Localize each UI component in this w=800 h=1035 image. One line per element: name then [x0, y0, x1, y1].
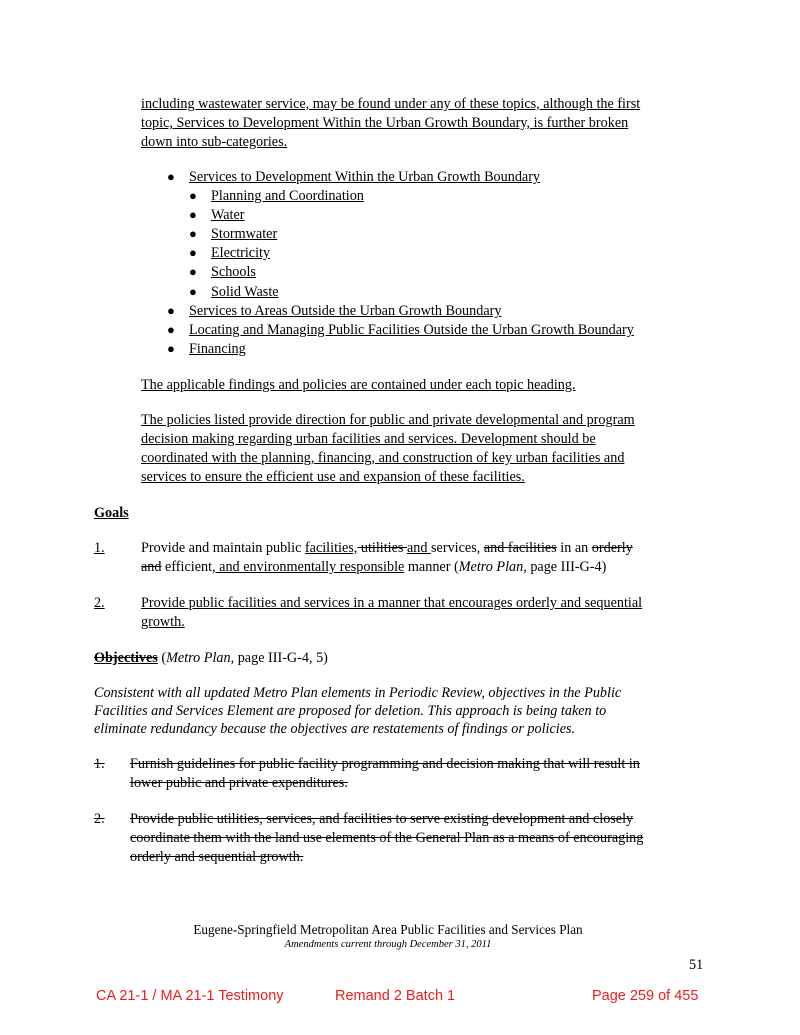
objective-1-line-1: Furnish guidelines for public facility programming and decision making that will result in [130, 756, 640, 772]
topic-item: Services to Development Within the Urban Growth Boundary [189, 169, 541, 185]
subtopic-item: Solid Waste [211, 284, 279, 300]
objective-2-line-3: orderly and sequential growth. [130, 849, 304, 865]
goal-1-number: 1. [94, 540, 105, 556]
footer-subtitle: Amendments current through December 31, 2011 [284, 939, 492, 950]
objective-2-number: 2. [94, 811, 105, 827]
footer-title: Eugene-Springfield Metropolitan Area Public Facilities and Services Plan [193, 922, 583, 937]
topic-item: Financing [189, 341, 246, 357]
objectives-heading: Objectives (Metro Plan, page III-G-4, 5) [94, 650, 328, 666]
page-number: 51 [689, 957, 704, 973]
objective-1-line-2: lower public and private expenditures. [130, 775, 348, 791]
subtopic-item: Stormwater [211, 226, 278, 242]
objective-2-line-2: coordinate them with the land use elements of the General Plan as a means of encouraging [130, 830, 644, 846]
testimony-page-count: Page 259 of 455 [592, 988, 699, 1004]
bullet-icon: ● [167, 341, 175, 356]
goal-2-number: 2. [94, 595, 105, 611]
bullet-icon: ● [189, 188, 197, 203]
subtopic-item: Electricity [211, 245, 271, 261]
objective-2-line-1: Provide public utilities, services, and facilities to serve existing development and closely [130, 811, 634, 827]
testimony-batch: Remand 2 Batch 1 [335, 988, 456, 1004]
bullet-icon: ● [167, 322, 175, 337]
goal-2-line-1: Provide public facilities and services in a manner that encourages orderly and sequential [141, 595, 643, 611]
bullet-icon: ● [189, 226, 197, 241]
policies-line-3: coordinated with the planning, financing, and construction of key urban facilities and [141, 450, 625, 466]
goal-1-line-1: Provide and maintain public facilities, utilities and services, and facilities in an orderly [141, 540, 633, 556]
bullet-icon: ● [189, 264, 197, 279]
subtopic-item: Water [211, 207, 245, 223]
subtopic-item: Schools [211, 264, 256, 280]
goal-2-line-2: growth. [141, 614, 185, 630]
testimony-id: CA 21-1 / MA 21-1 Testimony [96, 988, 284, 1004]
intro-line-2: topic, Services to Development Within the Urban Growth Boundary, is further broken [141, 115, 629, 131]
findings-text: The applicable findings and policies are contained under each topic heading. [141, 377, 576, 393]
intro-line-3: down into sub-categories. [141, 134, 288, 150]
policies-line-4: services to ensure the efficient use and expansion of these facilities. [141, 469, 525, 485]
topic-item: Locating and Managing Public Facilities Outside the Urban Growth Boundary [189, 322, 634, 338]
objectives-note-line-3: eliminate redundancy because the objectives are restatements of findings or policies. [94, 721, 576, 737]
subtopic-item: Planning and Coordination [211, 188, 364, 204]
bullet-icon: ● [167, 303, 175, 318]
objective-1-number: 1. [94, 756, 105, 772]
bullet-icon: ● [189, 245, 197, 260]
bullet-icon: ● [167, 169, 175, 184]
intro-line-1: including wastewater service, may be found under any of these topics, although the first [141, 96, 641, 112]
policies-line-1: The policies listed provide direction for public and private developmental and program [141, 412, 635, 428]
objectives-note-line-2: Facilities and Services Element are proposed for deletion. This approach is being taken to [94, 703, 607, 719]
bullet-icon: ● [189, 284, 197, 299]
bullet-icon: ● [189, 207, 197, 222]
objectives-note-line-1: Consistent with all updated Metro Plan elements in Periodic Review, objectives in the Public [94, 685, 622, 701]
goal-1-line-2: and efficient, and environmentally responsible manner (Metro Plan, page III-G-4) [141, 559, 607, 575]
topic-item: Services to Areas Outside the Urban Growth Boundary [189, 303, 502, 319]
goals-heading: Goals [94, 505, 129, 521]
policies-line-2: decision making regarding urban facilities and services. Development should be [141, 431, 596, 447]
